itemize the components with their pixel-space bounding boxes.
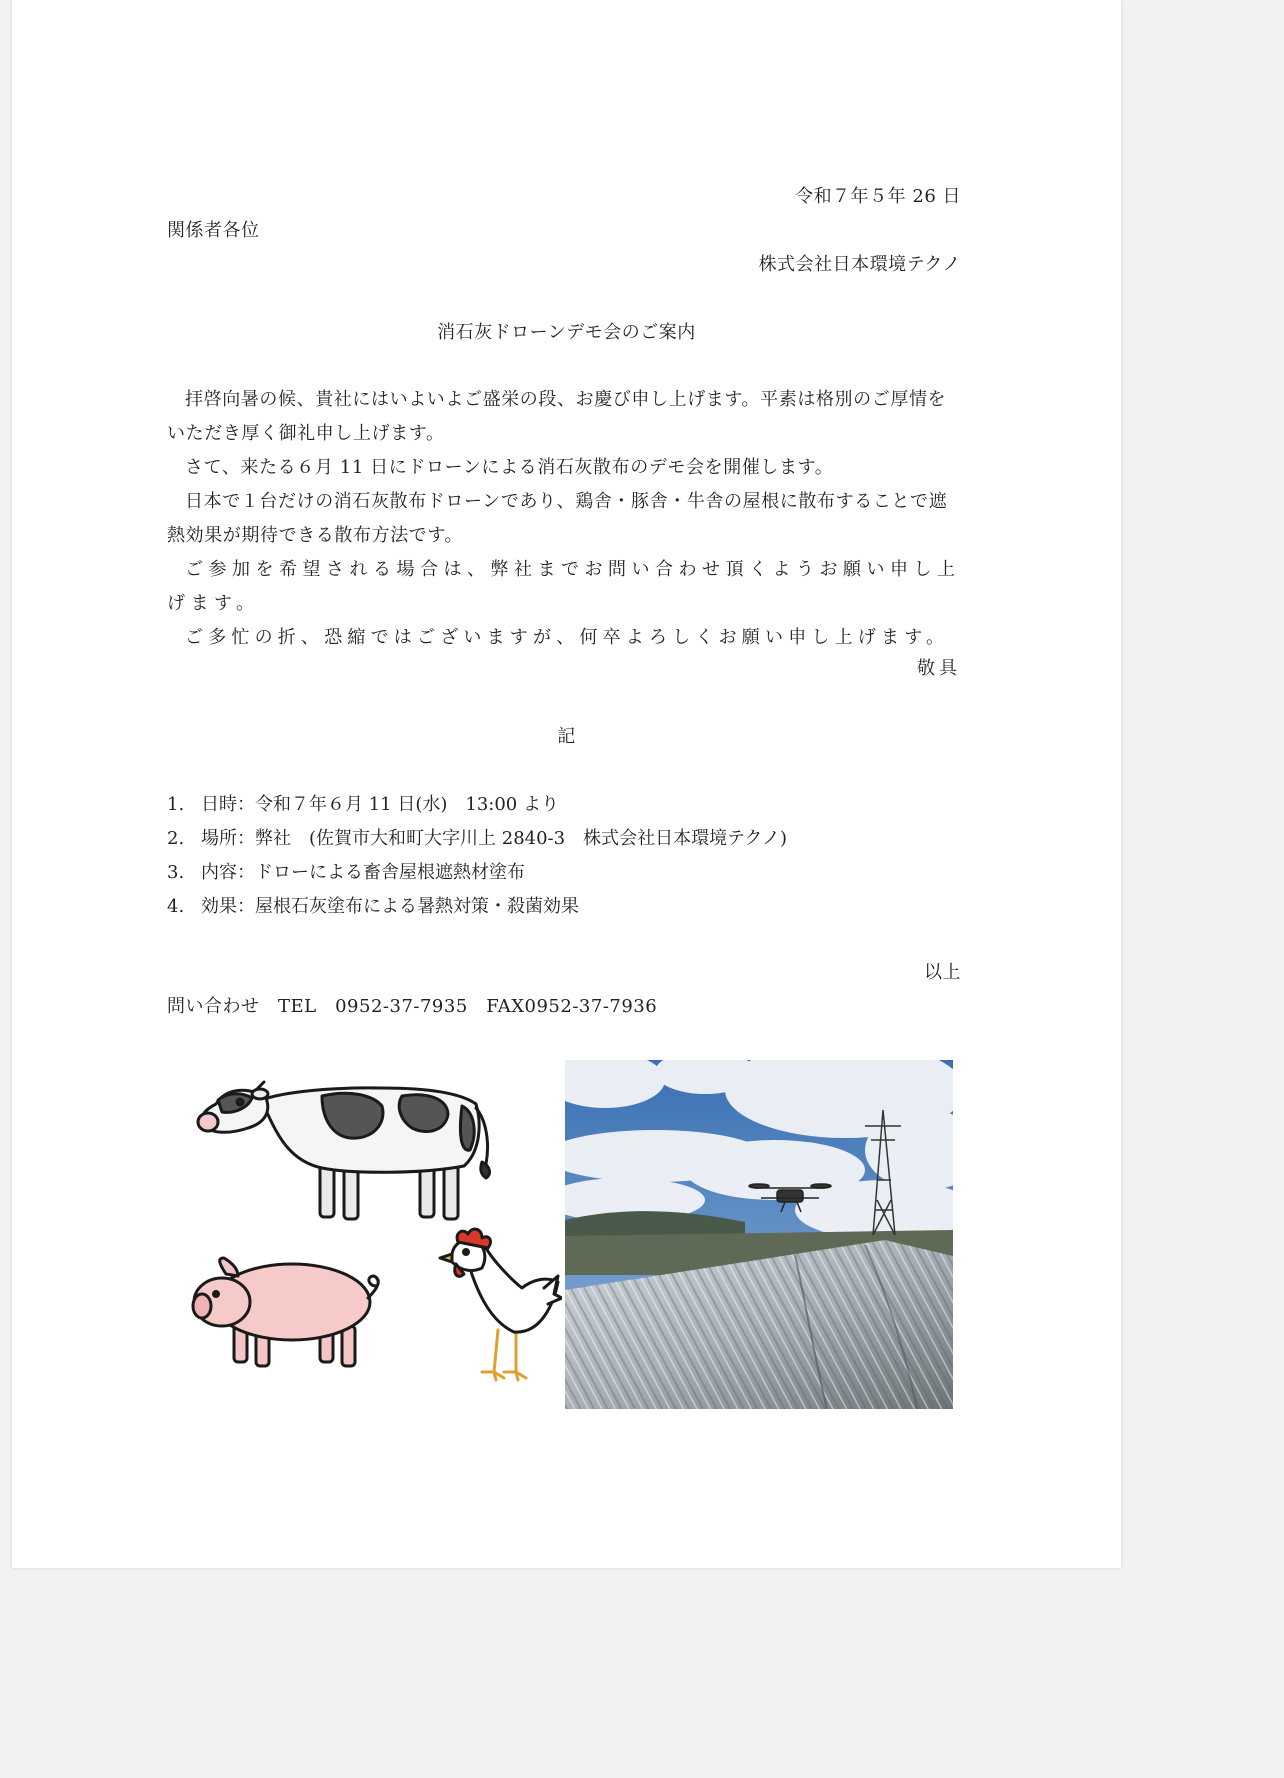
list-item: 1. 日時：令和７年６月 11 日(水) 13:00 より [167,794,559,815]
document-title: 消石灰ドローンデモ会のご案内 [437,322,696,343]
end-mark: 以上 [924,962,961,983]
document-page [12,0,1121,1568]
sender: 株式会社日本環境テクノ [758,254,961,275]
pig-illustration [193,1258,378,1366]
body-paragraph-description: 日本で１台だけの消石灰散布ドローンであり、鶏舎・豚舎・牛舎の屋根に散布することで遮熱効果が期待できる散布方法です。 [167,491,948,546]
contact-info: 問い合わせ TEL 0952-37-7935 FAX0952-37-7936 [167,996,658,1017]
list-item: 4. 効果：屋根石灰塗布による暑熱対策・殺菌効果 [167,896,579,917]
closing-word: 敬具 [917,658,961,679]
details-list [167,791,787,927]
cow-illustration [198,1082,489,1219]
body-paragraph-greeting: 拝啓向暑の候、貴社にはいよいよご盛栄の段、お慶び申し上げます。平素は格別のご厚情をいただき厚く御礼申し上げます。 [167,389,947,444]
body-paragraph-closing-remark: ご多忙の折、恐縮ではございますが、何卒よろしくお願い申し上げます。 [185,627,950,648]
ki-heading: 記 [557,726,576,747]
list-item: 2. 場所：弊社 (佐賀市大和町大字川上 2840-3 株式会社日本環境テクノ) [167,828,788,849]
letter-body [167,383,962,655]
chicken-illustration [440,1229,562,1380]
livestock-illustration [182,1062,562,1392]
recipient: 関係者各位 [167,220,260,241]
drone-demo-photo [565,1060,953,1409]
document-date: 令和７年５年 26 日 [795,186,961,207]
body-paragraph-announcement: さて、来たる６月 11 日にドローンによる消石灰散布のデモ会を開催します。 [185,457,834,478]
body-paragraph-request: ご参加を希望される場合は、弊社までお問い合わせ頂くようお願い申し上げます。 [167,559,961,614]
list-item: 3. 内容：ドローによる畜舎屋根遮熱材塗布 [167,862,525,883]
